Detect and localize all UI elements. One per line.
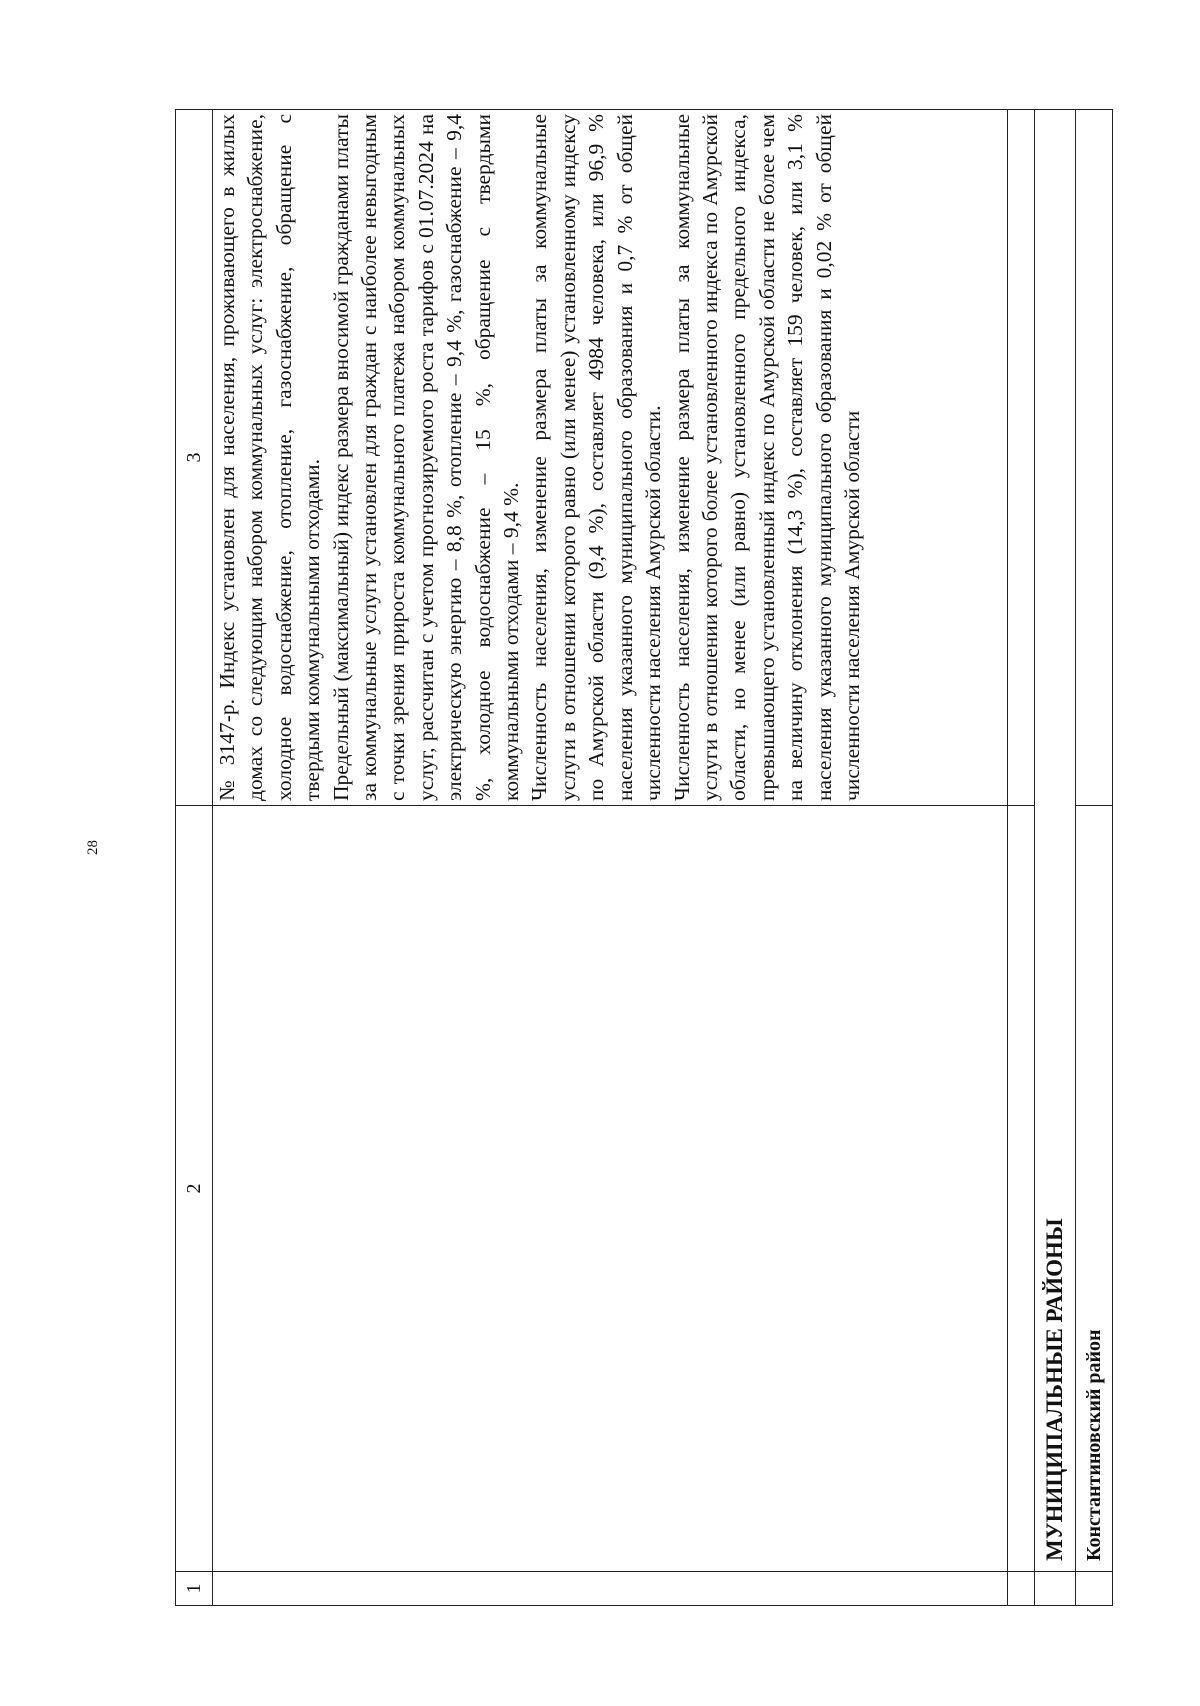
cell-col-1	[1008, 1572, 1035, 1606]
page-number: 28	[85, 840, 101, 855]
subsection-title: Константиновский район	[1076, 806, 1113, 1572]
section-row	[1035, 110, 1076, 1606]
paragraph-population-above: Численность населения, изменение размера платы за коммунальные услуги в отношении которого более установленного индекса по Амурской области, но менее (или равно) установленного предельного индекса, превышающего установленный индекс по Амурской области не более чем на величину отклонения (14,3 %), составляет 159 человек, или 3,1 % населения указанного муниципального образования и 0,02 % от общей численности населения Амурской области	[669, 114, 864, 801]
table-row	[213, 110, 1008, 1606]
section-title: МУНИЦИПАЛЬНЫЕ РАЙОНЫ	[1035, 110, 1076, 1572]
cell-col-1	[1076, 1572, 1113, 1606]
cell-col-2	[1008, 806, 1035, 1572]
header-col-1: 1	[176, 1572, 213, 1606]
subsection-row	[1076, 110, 1113, 1606]
table-row	[1008, 110, 1035, 1606]
cell-col-3-text	[213, 110, 1008, 806]
paragraph-index-intro: № 3147-р. Индекс установлен для населения, проживающего в жилых домах со следующим набором коммунальных услуг: электроснабжение, холодное водоснабжение, отопление, газоснабжение, обращение с твердыми коммунальными отходами.	[215, 114, 325, 801]
header-col-3: 3	[176, 110, 213, 806]
cell-col-1	[213, 1572, 1008, 1606]
cell-col-2	[213, 806, 1008, 1572]
table-header-row	[176, 110, 213, 1606]
paragraph-max-index: Предельный (максимальный) индекс размера вносимой гражданами платы за коммунальные услуги установлен для граждан с наиболее невыгодным с точки зрения прироста коммунального платежа набором коммунальных услуг, рассчитан с учетом прогнозируемого роста тарифов с 01.07.2024 на электрическую энергию – 8,8 %, отопление – 9,4 %, газоснабжение – 9,4 %, холодное водоснабжение – 15 %, обращение с твердыми коммунальными отходами – 9,4 %.	[328, 114, 524, 801]
document-table	[175, 109, 1113, 1606]
cell-col-1	[1035, 1572, 1076, 1606]
rotated-document	[175, 110, 1113, 1606]
cell-col-3	[1076, 110, 1113, 806]
cell-col-3	[1008, 110, 1035, 806]
paragraph-population-equal: Численность населения, изменение размера платы за коммунальные услуги в отношении которого равно (или менее) установленному индексу по Амурской области (9,4 %), составляет 4984 человека, или 96,9 % населения указанного муниципального образования и 0,7 % от общей численности населения Амурской области.	[527, 114, 666, 801]
header-col-2: 2	[176, 806, 213, 1572]
